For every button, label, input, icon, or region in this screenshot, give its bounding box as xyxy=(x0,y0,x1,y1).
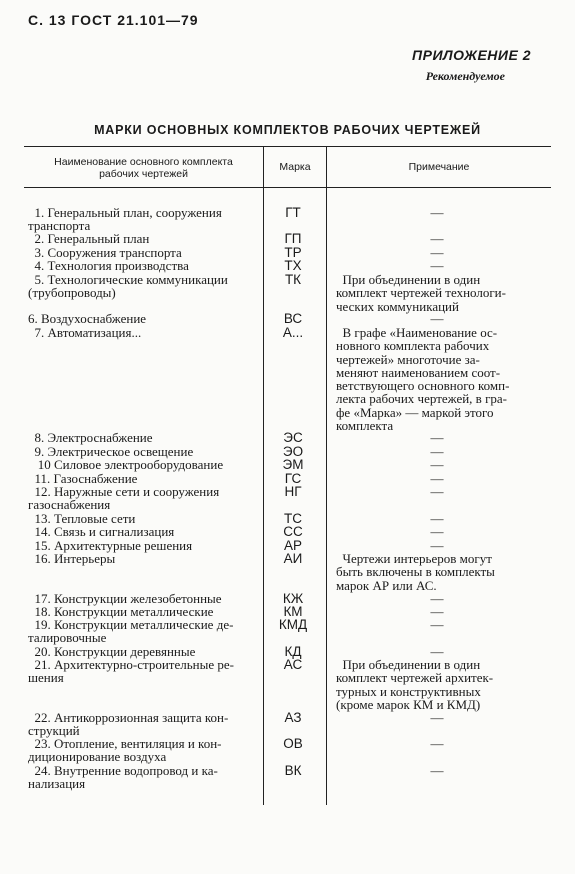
row-note: — xyxy=(430,484,444,499)
row-name: 1. Генеральный план, сооружения транспорта xyxy=(28,205,222,234)
row-mark: А... xyxy=(282,325,304,340)
row-mark: ГП xyxy=(284,231,302,246)
row-mark: КД xyxy=(284,644,302,659)
row-mark: ТК xyxy=(284,272,302,287)
row-mark: КМД xyxy=(278,617,308,632)
row-name: 8. Электроснабжение xyxy=(28,430,153,445)
row-note: — xyxy=(430,444,444,459)
row-note: — xyxy=(430,430,444,445)
row-name: 15. Архитектурные решения xyxy=(28,538,193,553)
row-mark: ЭО xyxy=(282,444,304,459)
row-name: 7. Автоматизация... xyxy=(28,325,142,340)
row-name: 18. Конструкции металлические xyxy=(28,604,214,619)
row-mark: ЭС xyxy=(283,430,303,445)
row-name: 19. Конструкции металлические де- талировочные xyxy=(28,617,234,646)
header-name: Наименование основного комплекта рабочих чертежей xyxy=(54,156,233,180)
row-note: — xyxy=(430,205,444,220)
row-mark: НГ xyxy=(284,484,302,499)
table-top-rule xyxy=(24,146,551,147)
row-name: 24. Внутренние водопровод и ка- нализация xyxy=(28,763,218,792)
row-name: 11. Газоснабжение xyxy=(28,471,138,486)
row-mark: ГС xyxy=(284,471,302,486)
row-mark: ГТ xyxy=(285,205,301,220)
row-note: — xyxy=(430,710,444,725)
row-note: — xyxy=(430,617,444,632)
row-name: 22. Антикоррозионная защита кон- струкций xyxy=(28,710,229,739)
row-mark: ТХ xyxy=(284,258,302,273)
row-mark: АС xyxy=(283,657,303,672)
row-note: — xyxy=(430,763,444,778)
row-name: 17. Конструкции железобетонные xyxy=(28,591,222,606)
header-mark: Марка xyxy=(279,161,311,173)
row-mark: КМ xyxy=(283,604,303,619)
row-note: — xyxy=(430,258,444,273)
row-name: 5. Технологические коммуникации (трубопроводы) xyxy=(28,272,228,301)
row-name: 20. Конструкции деревянные xyxy=(28,644,196,659)
row-mark: ЭМ xyxy=(282,457,304,472)
row-note: — xyxy=(430,591,444,606)
row-note: При объединении в один комплект чертежей технологи- ческих коммуникаций xyxy=(336,272,506,314)
row-name: 3. Сооружения транспорта xyxy=(28,245,182,260)
row-note: — xyxy=(430,604,444,619)
row-note: При объединении в один комплект чертежей архитек- турных и конструктивных (кроме марок КМ и КМД) xyxy=(336,657,494,712)
appendix-label: ПРИЛОЖЕНИЕ 2 xyxy=(412,47,531,63)
row-note: — xyxy=(430,231,444,246)
row-name: 12. Наружные сети и сооружения газоснабжения xyxy=(28,484,220,513)
row-mark: ТС xyxy=(284,511,302,526)
row-note: — xyxy=(430,644,444,659)
row-note: Чертежи интерьеров могут быть включены в комплекты марок АР или АС. xyxy=(336,551,495,593)
row-name: 16. Интерьеры xyxy=(28,551,116,566)
row-mark: КЖ xyxy=(282,591,304,606)
row-mark: АИ xyxy=(283,551,303,566)
row-name: 6. Воздухоснабжение xyxy=(28,311,147,326)
header-note: Примечание xyxy=(408,161,470,173)
row-name: 10 Силовое электрооборудование xyxy=(28,457,224,472)
page-header: С. 13 ГОСТ 21.101—79 xyxy=(28,12,199,28)
row-mark: СС xyxy=(283,524,303,539)
row-note: — xyxy=(430,511,444,526)
row-name: 9. Электрическое освещение xyxy=(28,444,194,459)
row-note: — xyxy=(430,311,444,326)
row-mark: ВС xyxy=(283,311,303,326)
row-note: — xyxy=(430,736,444,751)
row-note: В графе «Наименование ос- новного комплекта рабочих чертежей» многоточие за- меняют наименованием соот- ветствующего основного комп- лекта рабочих чертежей, в гра- фе «Марка» — маркой этого комплекта xyxy=(336,325,510,434)
row-note: — xyxy=(430,538,444,553)
column-divider-right xyxy=(326,146,327,805)
row-note: — xyxy=(430,471,444,486)
row-mark: ТР xyxy=(284,245,302,260)
row-name: 2. Генеральный план xyxy=(28,231,150,246)
row-name: 23. Отопление, вентиляция и кон- диционирование воздуха xyxy=(28,736,222,765)
row-name: 13. Тепловые сети xyxy=(28,511,136,526)
table-header-rule xyxy=(24,187,551,188)
row-note: — xyxy=(430,245,444,260)
table-title: МАРКИ ОСНОВНЫХ КОМПЛЕКТОВ РАБОЧИХ ЧЕРТЕЖЕЙ xyxy=(94,123,481,137)
row-mark: АР xyxy=(283,538,302,553)
row-name: 14. Связь и сигнализация xyxy=(28,524,175,539)
row-name: 4. Технология производства xyxy=(28,258,189,273)
recommended-label: Рекомендуемое xyxy=(425,69,505,83)
row-note: — xyxy=(430,524,444,539)
row-name: 21. Архитектурно-строительные ре- шения xyxy=(28,657,234,686)
row-mark: АЗ xyxy=(284,710,302,725)
row-note: — xyxy=(430,457,444,472)
row-mark: ОВ xyxy=(283,736,303,751)
row-mark: ВК xyxy=(284,763,302,778)
